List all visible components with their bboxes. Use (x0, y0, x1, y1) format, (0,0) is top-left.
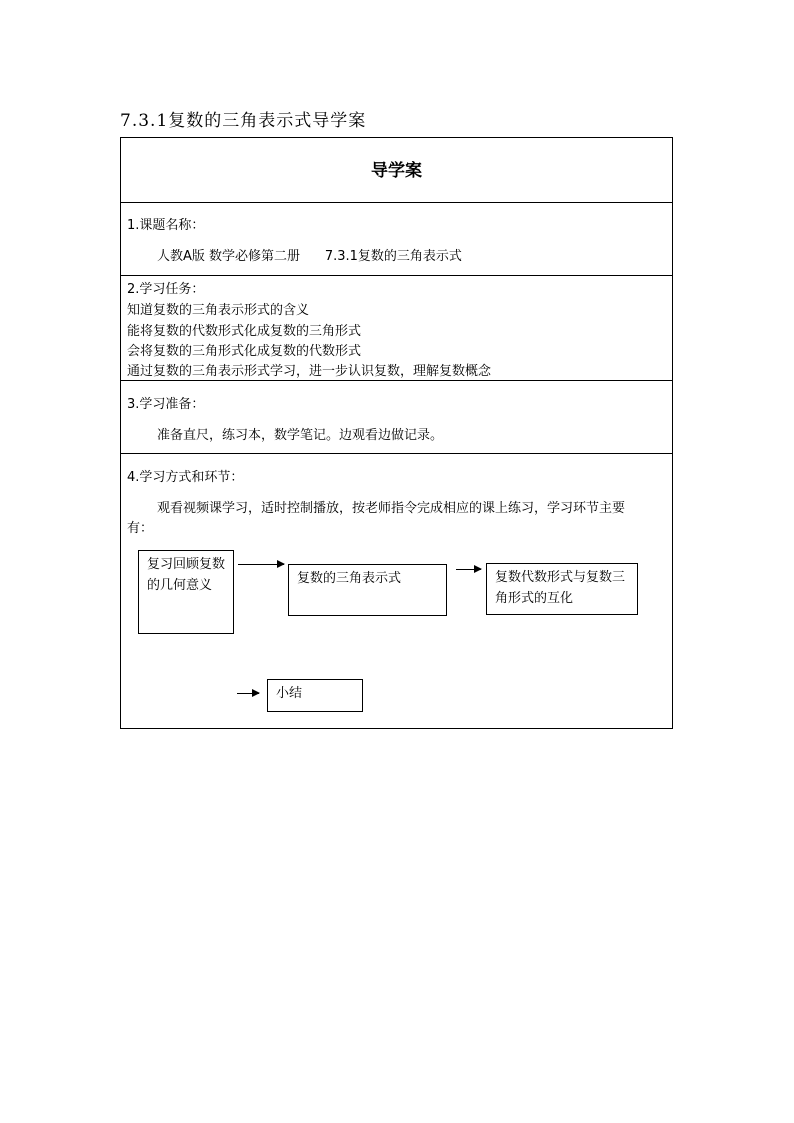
flow-box-trig-form: 复数的三角表示式 (288, 564, 447, 616)
flow-arrow (238, 564, 284, 565)
tasks-label: 2.学习任务： (127, 282, 205, 297)
task-item: 能将复数的代数形式化成复数的三角形式 (127, 324, 362, 339)
flow-box-summary: 小结 (267, 679, 363, 712)
flow-arrow (237, 693, 259, 694)
section-method (121, 453, 672, 729)
flow-arrow (456, 569, 481, 570)
task-item: 知道复数的三角表示形式的含义 (127, 303, 310, 318)
table-heading: 导学案 (371, 161, 422, 181)
study-guide-table (120, 137, 673, 729)
section-preparation (121, 380, 672, 454)
method-label: 4.学习方式和环节： (127, 470, 244, 485)
preparation-content: 准备直尺，练习本，数学笔记。边观看边做记录。 (157, 428, 444, 443)
flow-box-review: 复习回顾复数的几何意义 (138, 550, 234, 634)
topic-content: 人教A版 数学必修第二册 7.3.1复数的三角表示式 (157, 249, 462, 264)
topic-label: 1.课题名称： (127, 218, 205, 233)
task-item: 通过复数的三角表示形式学习，进一步认识复数，理解复数概念 (127, 364, 492, 379)
method-content-line1: 观看视频课学习，适时控制播放，按老师指令完成相应的课上练习，学习环节主要 (157, 501, 626, 516)
document-title: 7.3.1复数的三角表示式导学案 (120, 111, 367, 131)
preparation-label: 3.学习准备： (127, 397, 205, 412)
section-tasks (121, 275, 672, 381)
section-topic (121, 202, 672, 276)
flow-box-conversion: 复数代数形式与复数三角形式的互化 (486, 563, 638, 615)
method-content-line2: 有： (127, 521, 154, 536)
table-heading-row (121, 138, 672, 203)
task-item: 会将复数的三角形式化成复数的代数形式 (127, 344, 362, 359)
